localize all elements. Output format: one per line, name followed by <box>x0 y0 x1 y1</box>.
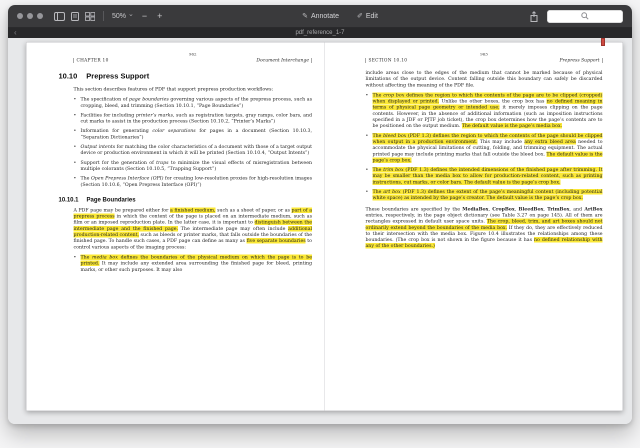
zoom-out-button[interactable]: − <box>141 11 148 21</box>
page-spread <box>26 42 623 411</box>
preview-window <box>8 5 632 424</box>
search-icon <box>581 12 589 20</box>
zoom-in-button[interactable]: + <box>157 11 163 21</box>
subsection-heading <box>59 196 313 203</box>
share-icon[interactable] <box>530 11 538 22</box>
section-number: 10.10 <box>58 72 78 81</box>
bullet-icon: • <box>365 189 369 195</box>
tab-scroll-left-icon[interactable]: ‹ <box>14 28 17 37</box>
running-header <box>366 58 603 63</box>
bullet-icon: • <box>73 175 77 182</box>
list-item <box>74 97 313 109</box>
zoom-level-dropdown[interactable] <box>112 13 134 20</box>
bullet-text: Facilities for including printer’s marks, such as registration targets, gray ramps, color bars, and cut marks to assist in the production process (Section 10.10.2, “Printer’s Marks”) <box>80 112 312 125</box>
toolbar-center-group <box>302 12 378 20</box>
running-header-title: Document Interchange <box>256 58 312 63</box>
bullet-icon: • <box>365 92 369 98</box>
continuation-paragraph: include areas close to the edges of the medium that cannot be marked because of physical limitations of the output device. Content falling outside this boundary can safely be discarded without affecting the meaning of the PDF file. <box>365 70 603 88</box>
running-header-title: Prepress Support <box>560 58 603 63</box>
traffic-lights <box>17 13 43 19</box>
list-item <box>74 144 313 156</box>
minimize-button[interactable] <box>27 13 33 19</box>
subsection-title: Page Boundaries <box>86 195 136 203</box>
list-item <box>74 128 313 140</box>
list-item <box>366 189 603 201</box>
annotation-marker[interactable] <box>601 38 605 46</box>
edit-label: Edit <box>365 12 378 20</box>
toolbar-divider <box>103 11 104 21</box>
bullet-icon: • <box>73 112 77 118</box>
page-right <box>325 43 623 411</box>
bullet-icon: • <box>73 96 77 103</box>
annotate-button[interactable] <box>302 12 339 20</box>
subsection-number: 10.10.1 <box>58 195 79 203</box>
list-item <box>366 92 603 129</box>
toolbar-left-group <box>17 11 262 21</box>
section-title: Prepress Support <box>86 72 150 81</box>
page-number: 962 <box>188 52 197 57</box>
list-item <box>74 160 313 172</box>
toolbar-right-group <box>378 10 623 23</box>
document-viewport[interactable] <box>8 38 632 424</box>
close-button[interactable] <box>17 13 23 19</box>
intro-paragraph: This section describes features of PDF that support prepress production workflows: <box>73 86 274 92</box>
running-header <box>74 58 313 63</box>
bullet-text: Support for the generation of traps to minimize the visual effects of misregistration between multiple colorants (Section 10.10.5, “Trapping Support”) <box>80 159 312 172</box>
zoom-level-value: 50% <box>112 12 127 20</box>
single-page-view-icon[interactable] <box>71 12 79 21</box>
running-header-chapter: CHAPTER 10 <box>74 58 109 63</box>
bullet-icon: • <box>73 159 77 166</box>
bullet-text: The trim box (PDF 1.3) defines the intended dimensions of the finished page after trimming. It may be smaller than the media box to allow for production-related content, such as printing instructions, cut marks, or color bars. The default value is the page’s crop box. <box>372 167 603 185</box>
toolbar <box>8 5 632 28</box>
bullet-icon: • <box>73 128 77 134</box>
bullet-icon: • <box>365 132 369 139</box>
page-number: 963 <box>480 52 488 57</box>
bullet-text: Information for generating color separations for pages in a document (Section 10.10.3, “Separation Dictionaries”) <box>80 128 312 140</box>
section-heading <box>59 72 313 81</box>
page-left <box>27 43 325 411</box>
list-item <box>74 176 313 188</box>
search-input[interactable] <box>547 10 623 23</box>
bullet-text: The art box (PDF 1.3) defines the extent of the page’s meaningful content (including potential white space) as intended by the page’s creator. The default value is the page’s crop box. <box>372 189 603 201</box>
list-item <box>74 112 313 124</box>
edit-button[interactable] <box>357 12 378 20</box>
fullscreen-button[interactable] <box>37 13 43 19</box>
body-paragraph: A PDF page may be prepared either for a finished medium, such as a sheet of paper, or as part of a prepress process in which the content of the page is placed on an intermediate medium, such as film or an imposed reproduction plate. In the latter case, it is important to distinguish between the intermediate page and the finished page. The intermediate page may often include additional production-related content, such as bleeds or printer marks, that falls outside the boundaries of the finished page. To handle such cases, a PDF page can define as many as five separate boundaries to control various aspects of the imaging process: <box>73 207 312 250</box>
bullet-text: The Open Prepress Interface (OPI) for creating low-resolution proxies for high-resolution images (Section 10.10.6, “Open Prepress Interface (OPI)”) <box>80 175 312 188</box>
bullet-text: The media box defines the boundaries of the physical medium on which the page is to be printed. It may include any extended area surrounding the finished page for bleed, printing marks, or other such purposes. It may also <box>80 254 312 273</box>
running-header-section: SECTION 10.10 <box>366 58 408 63</box>
closing-paragraph: These boundaries are specified by the MediaBox, CropBox, BleedBox, TrimBox, and ArtBox entries, respectively, in the page object dictionary (see Table 3.27 on page 145). All of them are rectangles expressed in default user space units. The crop, bleed, trim, and art boxes should not ordinarily extend beyond the boundaries of the media box. If they do, they are effectively reduced to their intersection with the media box. Figure 10.4 illustrates the relationships among these boundaries. (The crop box is not shown in the figure because it has no defined relationship with any of the other boundaries.) <box>365 206 603 249</box>
thumbnail-grid-icon[interactable] <box>85 12 95 21</box>
annotate-label: Annotate <box>310 12 339 20</box>
bullet-icon: • <box>365 167 369 173</box>
bullet-icon: • <box>73 254 77 260</box>
document-tab[interactable]: pdf_reference_1-7 <box>295 30 345 36</box>
pencil-icon: ✎ <box>302 13 308 20</box>
sidebar-toggle-icon[interactable] <box>54 12 65 21</box>
chevron-down-icon: ⌄ <box>128 11 134 18</box>
bullet-text: The crop box defines the region to which the contents of the page are to be clipped (cropped) when displayed or printed. Unlike the other boxes, the crop box has no defined meaning in terms of physical page geometry or intended use; it merely imposes clipping on the page contents. However, in the absence of additional information (such as imposition instructions specified in a JDF or PJTF job ticket), the crop box determines how the page’s contents are to be positioned on the output medium. The default value is the page’s media box. <box>372 92 603 129</box>
list-item <box>74 254 313 272</box>
bullet-text: The bleed box (PDF 1.3) defines the region to which the contents of the page should be clipped when output in a production environment. This may include any extra bleed area needed to accommodate the physical limitations of cutting, folding, and trimming equipment. The actual printed page may include printing marks that fall outside the bleed box. The default value is the page’s crop box. <box>372 132 603 163</box>
list-item <box>366 133 603 164</box>
edit-icon: ✐ <box>356 13 363 20</box>
bullet-text: The specification of page boundaries governing various aspects of the prepress process, such as cropping, bleed, and trimming (Section 10.10.1, “Page Boundaries”) <box>80 96 312 109</box>
list-item <box>366 167 603 185</box>
bullet-text: Output intents for matching the color characteristics of a document with those of a target output device or production environment in which it will be printed (Section 10.10.4, “Output Intents”) <box>80 144 312 156</box>
bullet-icon: • <box>73 144 77 150</box>
